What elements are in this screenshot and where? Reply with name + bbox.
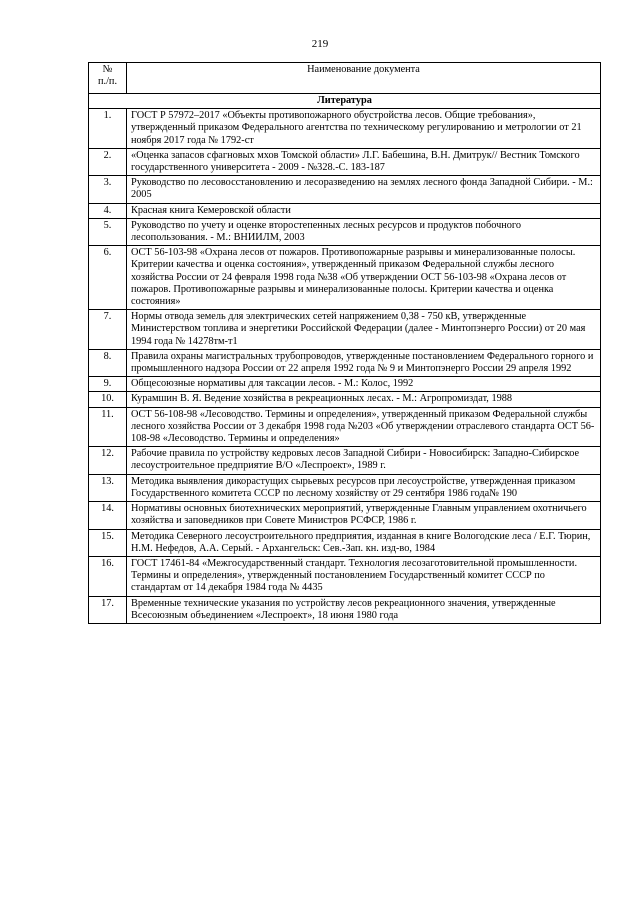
page-number: 219 — [311, 38, 329, 50]
table-row — [89, 246, 601, 310]
document-title: ОСТ 56-103-98 «Охрана лесов от пожаров. Противопожарные разрывы и минерализованные полосы. Критерии качества и оценка состояния», утвержденный приказом Федеральной службы лесного хозяйства России от 24 февраля 1998 года №38 «Об утверждении ОСТ 56-103-98 «Охрана лесов от пожаров. Противопожарные разрывы и минерализованные полосы. Критерии качества и оценка состояния» — [127, 246, 601, 310]
table-header-row — [89, 63, 601, 94]
row-number: 8. — [89, 349, 127, 376]
document-title: Правила охраны магистральных трубопроводов, утвержденные постановлением Федерального горного и промышленного надзора России от 22 апреля 1992 года № 9 и Минтопэнерго России 29 апреля 1992 — [127, 349, 601, 376]
table-row — [89, 176, 601, 203]
table-row — [89, 502, 601, 529]
table-row — [89, 474, 601, 501]
header-number: № п./п. — [89, 63, 127, 94]
row-number: 6. — [89, 246, 127, 310]
row-number: 12. — [89, 447, 127, 474]
table-row — [89, 529, 601, 556]
document-title: Временные технические указания по устройству лесов рекреационного значения, утвержденные Всесоюзным объединением «Леспроект», 18 июня 1980 года — [127, 596, 601, 623]
header-document-name: Наименование документа — [127, 63, 601, 94]
table-row — [89, 349, 601, 376]
row-number: 4. — [89, 203, 127, 218]
document-title: Красная книга Кемеровской области — [127, 203, 601, 218]
table-row — [89, 109, 601, 149]
document-title: Методика Северного лесоустроительного предприятия, изданная в книге Вологодские леса / Е.Г. Тюрин, Н.М. Нефедов, А.А. Серый. - Архангельск: Сев.-Зап. кн. изд-во, 1984 — [127, 529, 601, 556]
row-number: 1. — [89, 109, 127, 149]
row-number: 16. — [89, 556, 127, 596]
table-row — [89, 407, 601, 447]
table-row — [89, 148, 601, 175]
document-title: ГОСТ 17461-84 «Межгосударственный стандарт. Технология лесозаготовительной промышленности. Термины и определения», утвержденный постановлением Государственный комитет СССР по стандартам от 14 декабря 1984 года № 4435 — [127, 556, 601, 596]
document-title: Нормы отвода земель для электрических сетей напряжением 0,38 - 750 кВ, утвержденные Министерством топлива и энергетики Российской Федерации (далее - Минтопэнерго России) от 20 мая 1994 года № 14278тм-т1 — [127, 310, 601, 350]
document-title: ОСТ 56-108-98 «Лесоводство. Термины и определения», утвержденный приказом Федеральной службы лесного хозяйства России от 3 декабря 1998 года №203 «Об утверждении отраслевого стандарта ОСТ 56-108-98 «Лесоводство. Термины и определения» — [127, 407, 601, 447]
row-number: 7. — [89, 310, 127, 350]
table-row — [89, 377, 601, 392]
document-title: Курамшин В. Я. Ведение хозяйства в рекреационных лесах. - М.: Агропромиздат, 1988 — [127, 392, 601, 407]
table-row — [89, 310, 601, 350]
row-number: 3. — [89, 176, 127, 203]
row-number: 2. — [89, 148, 127, 175]
document-title: Рабочие правила по устройству кедровых лесов Западной Сибири - Новосибирск: Западно-Сибирское лесоустроительное предприятие В/О «Леспроект», 1989 г. — [127, 447, 601, 474]
document-title: Методика выявления дикорастущих сырьевых ресурсов при лесоустройстве, утвержденная приказом Государственного комитета СССР по лесному хозяйству от 29 сентября 1986 года№ 190 — [127, 474, 601, 501]
document-title: Руководство по учету и оценке второстепенных лесных ресурсов и продуктов побочного лесопользования. - М.: ВНИИЛМ, 2003 — [127, 218, 601, 245]
literature-table — [88, 62, 601, 624]
row-number: 13. — [89, 474, 127, 501]
table-row — [89, 556, 601, 596]
section-title: Литература — [89, 94, 601, 109]
table-row — [89, 596, 601, 623]
row-number: 11. — [89, 407, 127, 447]
row-number: 14. — [89, 502, 127, 529]
row-number: 9. — [89, 377, 127, 392]
row-number: 17. — [89, 596, 127, 623]
table-row — [89, 203, 601, 218]
document-title: ГОСТ Р 57972–2017 «Объекты противопожарного обустройства лесов. Общие требования», утвержденный приказом Федерального агентства по техническому регулированию и метрологии от 21 ноября 2017 года № 1792-ст — [127, 109, 601, 149]
row-number: 15. — [89, 529, 127, 556]
document-title: Общесоюзные нормативы для таксации лесов. - М.: Колос, 1992 — [127, 377, 601, 392]
row-number: 5. — [89, 218, 127, 245]
table-row — [89, 447, 601, 474]
table-row — [89, 218, 601, 245]
document-title: Нормативы основных биотехнических мероприятий, утвержденные Главным управлением охотничьего хозяйства и заповедников при Совете Министров РСФСР, 1986 г. — [127, 502, 601, 529]
section-row — [89, 94, 601, 109]
table-row — [89, 392, 601, 407]
document-title: Руководство по лесовосстановлению и лесоразведению на землях лесного фонда Западной Сибири. - М.: 2005 — [127, 176, 601, 203]
row-number: 10. — [89, 392, 127, 407]
document-title: «Оценка запасов сфагновых мхов Томской области» Л.Г. Бабешина, В.Н. Дмитрук// Вестник Томского государственного университета - 2009 - №328.-С. 183-187 — [127, 148, 601, 175]
